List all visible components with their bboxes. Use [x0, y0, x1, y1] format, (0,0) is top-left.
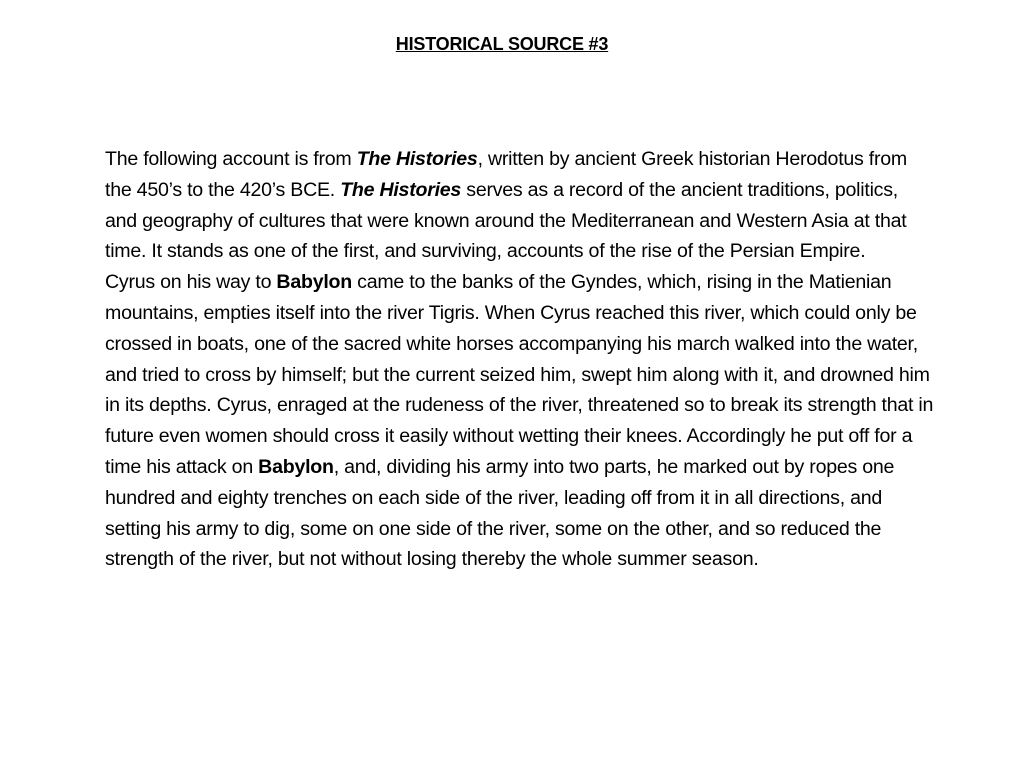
excerpt-text-3: , and, dividing his army into two parts, he marked out by ropes one hundred and eighty trenches on each side of the river, leading off from it in all directions, and setting his army to dig, some on one side of the river, some on the other, and so reduced the strength of the river, but not without losing thereby the whole summer season. [105, 455, 895, 571]
page-title: HISTORICAL SOURCE #3 [395, 34, 609, 54]
excerpt-text-1: Cyrus on his way to [105, 271, 277, 294]
place-babylon-1: Babylon [276, 271, 352, 294]
intro-text-1: The following account is from [105, 148, 357, 170]
intro-text-3: serves as a record of the ancient traditions, politics, and geography of cultures that were known around the Mediterranean and Western Asia at that time. It stands as one of the first, and surviving, accounts of the rise of the Persian Empire. [105, 178, 907, 263]
excerpt-text-2: came to the banks of the Gyndes, which, rising in the Matienian mountains, empties itself into the river Tigris. When Cyrus reached this river, which could only be crossed in boats, one of the sacred white horses accompanying his march walked into the water, and tried to cross by himself; but the current seized him, swept him along with it, and drowned him in its depths. Cyrus, enraged at the rudeness of the river, threatened so to break its strength that in future even women should cross it easily without wetting their knees. Accordingly he put off for a time his attack on [105, 271, 934, 478]
place-babylon-2: Babylon [258, 455, 334, 478]
document-body [105, 144, 935, 575]
intro-paragraph [105, 144, 935, 267]
intro-text-2: , written by ancient Greek historian Herodotus from the 450’s to the 420’s BCE. [105, 148, 907, 201]
excerpt-paragraph [105, 267, 935, 575]
work-title-1: The Histories [356, 148, 478, 170]
work-title-2: The Histories [340, 178, 462, 201]
